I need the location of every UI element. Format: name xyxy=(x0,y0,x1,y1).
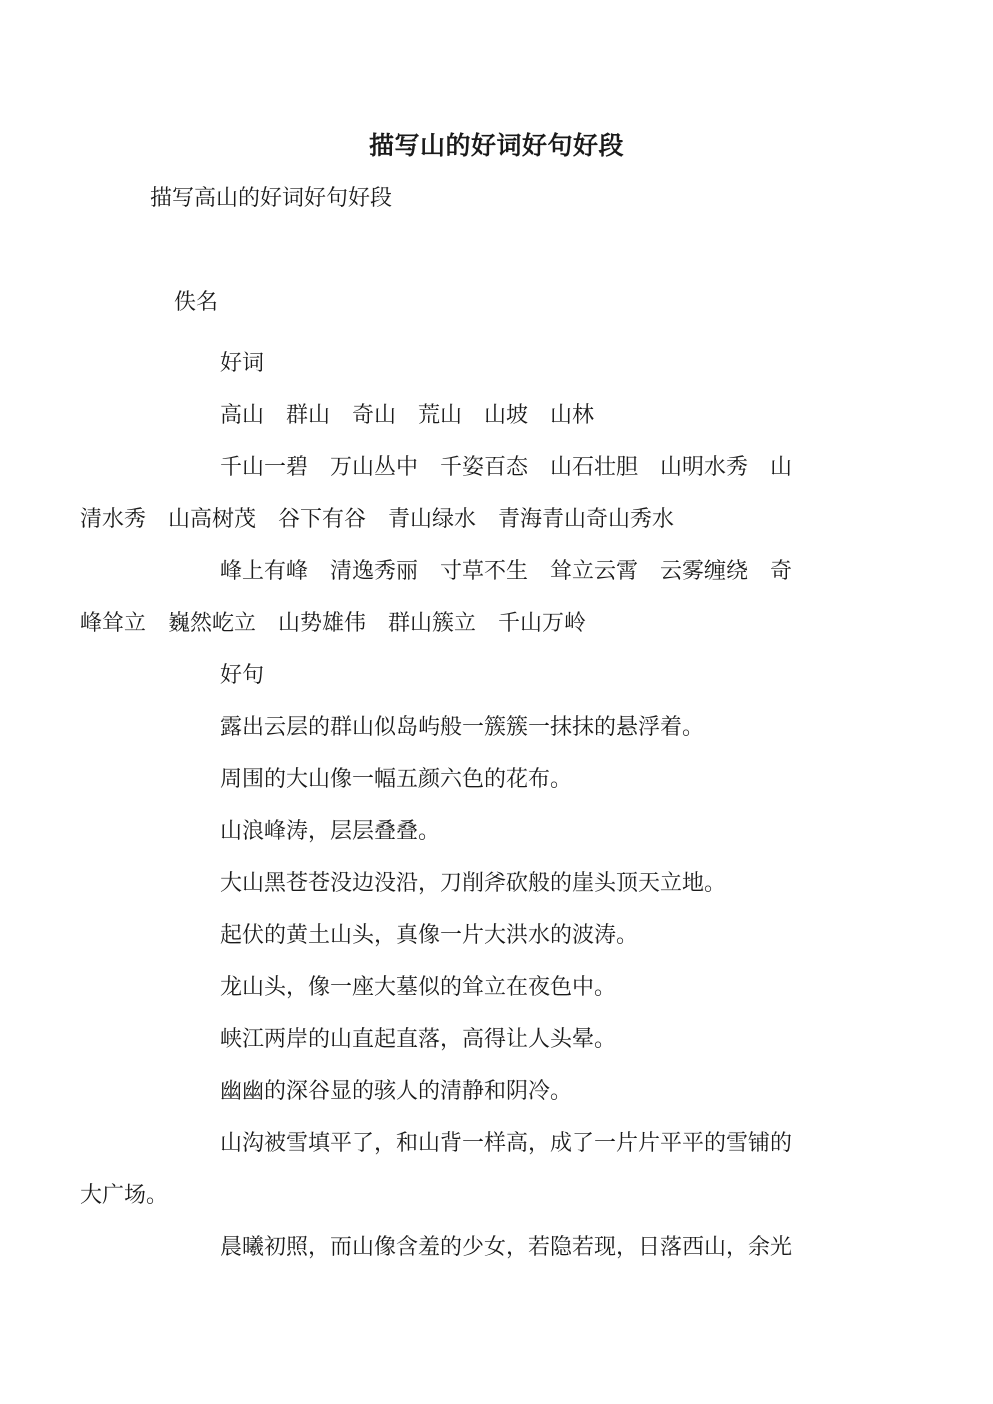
document-subtitle: 描写高山的好词好句好段 xyxy=(150,186,393,211)
words-line-3 xyxy=(80,546,830,650)
sentence-3: 山浪峰涛，层层叠叠。 xyxy=(220,819,441,844)
words-line-3-first: 峰上有峰 清逸秀丽 寸草不生 耸立云霄 云雾缠绕 奇 xyxy=(220,559,793,584)
author-name: 佚名 xyxy=(174,290,219,315)
sentence-10: 晨曦初照，而山像含羞的少女，若隐若现，日落西山，余光 xyxy=(220,1235,793,1260)
sentence-8: 幽幽的深谷显的骇人的清静和阴冷。 xyxy=(220,1079,573,1104)
sentence-9-second: 大广场。 xyxy=(80,1183,169,1208)
words-line-2-second: 清水秀 山高树茂 谷下有谷 青山绿水 青海青山奇山秀水 xyxy=(80,507,675,532)
sentences-heading: 好句 xyxy=(220,663,265,688)
sentence-9 xyxy=(80,1118,830,1222)
words-line-2 xyxy=(80,442,830,546)
sentence-4: 大山黑苍苍没边没沿，刀削斧砍般的崖头顶天立地。 xyxy=(220,871,727,896)
sentence-7: 峡江两岸的山直起直落，高得让人头晕。 xyxy=(220,1027,617,1052)
document-body xyxy=(80,338,830,1274)
words-line-3-second: 峰耸立 巍然屹立 山势雄伟 群山簇立 千山万岭 xyxy=(80,611,587,636)
sentence-2: 周围的大山像一幅五颜六色的花布。 xyxy=(220,767,573,792)
page-title: 描写山的好词好句好段 xyxy=(368,131,624,160)
sentence-9-first: 山沟被雪填平了，和山背一样高，成了一片片平平的雪铺的 xyxy=(220,1131,793,1156)
sentence-6: 龙山头，像一座大墓似的耸立在夜色中。 xyxy=(220,975,617,1000)
sentence-1: 露出云层的群山似岛屿般一簇簇一抹抹的悬浮着。 xyxy=(220,715,705,740)
words-heading: 好词 xyxy=(220,351,265,376)
words-line-1: 高山 群山 奇山 荒山 山坡 山林 xyxy=(220,403,595,428)
words-line-2-first: 千山一碧 万山丛中 千姿百态 山石壮胆 山明水秀 山 xyxy=(220,455,793,480)
sentence-5: 起伏的黄土山头，真像一片大洪水的波涛。 xyxy=(220,923,639,948)
